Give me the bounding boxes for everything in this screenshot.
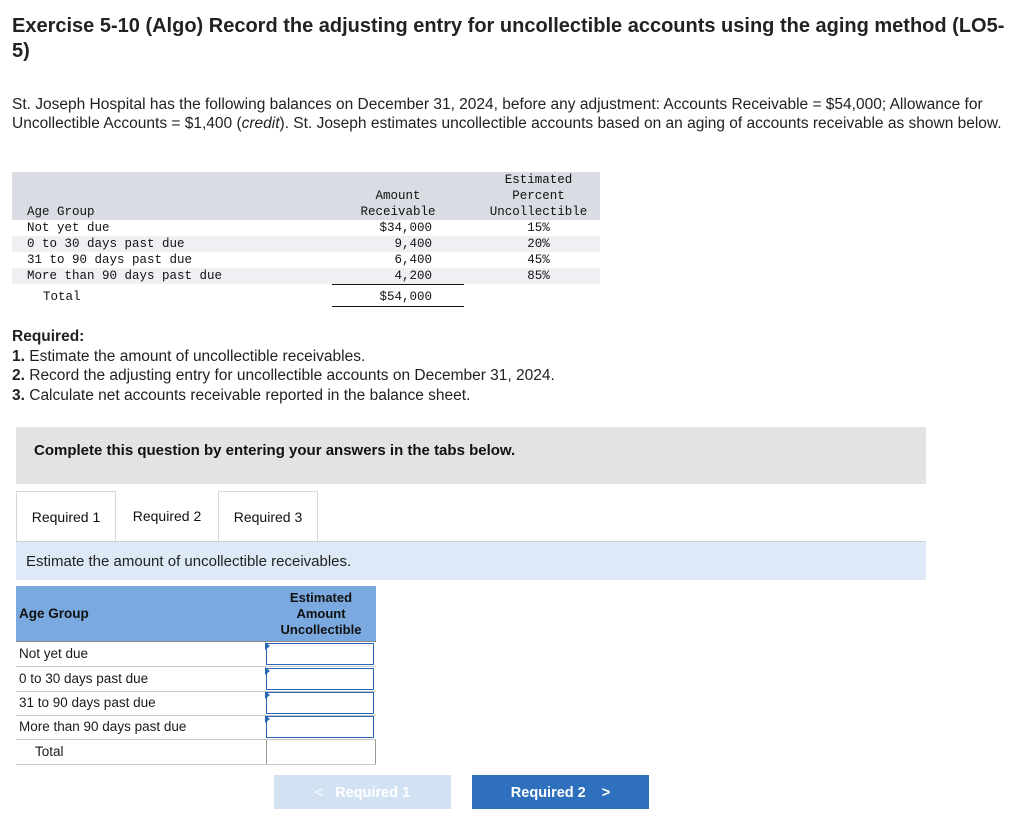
tab-instruction <box>16 542 926 580</box>
age-group-cell: More than 90 days past due <box>27 269 223 283</box>
answer-header-age-text: Age Group <box>19 606 89 621</box>
required-text: Record the adjusting entry for uncollectible accounts on December 31, 2024. <box>24 367 555 384</box>
answer-row <box>16 715 376 740</box>
header-percent-3: Uncollectible <box>489 205 588 219</box>
next-button-label: Required 2 <box>510 785 586 801</box>
input-flag-icon <box>265 715 270 723</box>
percent-cell: 15% <box>527 221 550 235</box>
tab-required-1[interactable]: Required 1 <box>16 491 116 542</box>
amount-cell: 4,200 <box>394 269 432 283</box>
estimated-amount-input[interactable] <box>266 668 374 690</box>
amount-cell: 6,400 <box>394 253 432 267</box>
intro-part2: ). St. Joseph estimates uncollectible accounts based on an aging of accounts receivable as shown below. <box>279 115 1002 132</box>
answer-row-label: 31 to 90 days past due <box>19 695 156 710</box>
answer-row <box>16 667 376 692</box>
aging-row <box>12 236 600 252</box>
required-section <box>12 327 555 405</box>
tab-required-2[interactable]: Required 2 <box>118 491 216 541</box>
previous-button-label: Required 1 <box>335 785 411 801</box>
chevron-left-icon: < <box>314 785 324 801</box>
required-num: 3. <box>12 386 25 404</box>
input-flag-icon <box>265 642 270 650</box>
exercise-title: Exercise 5-10 (Algo) Record the adjusting entry for uncollectible accounts using the aging method (LO5-5) <box>12 15 1005 62</box>
intro-text <box>12 95 1002 133</box>
estimated-amount-input[interactable] <box>266 716 374 738</box>
answer-row-label: 0 to 30 days past due <box>19 671 149 686</box>
header-percent-2: Percent <box>512 189 565 203</box>
answer-header-age <box>16 586 266 641</box>
required-heading: Required: <box>12 328 85 345</box>
required-item-2 <box>12 366 555 386</box>
required-item-1 <box>12 347 555 367</box>
required-text: Calculate net accounts receivable reported in the balance sheet. <box>24 386 471 404</box>
required-num: 2. <box>12 367 25 384</box>
header-age-group: Age Group <box>27 205 95 219</box>
total-amount: $54,000 <box>379 290 432 304</box>
required-text: Estimate the amount of uncollectible receivables. <box>24 347 366 365</box>
chevron-right-icon: > <box>601 785 611 801</box>
header-percent-1: Estimated <box>504 173 573 187</box>
aging-row <box>12 268 600 284</box>
age-group-cell: 0 to 30 days past due <box>27 237 185 251</box>
age-group-cell: 31 to 90 days past due <box>27 253 193 267</box>
tab-required-3[interactable]: Required 3 <box>218 491 318 542</box>
answer-header-est-2: Amount <box>296 606 346 621</box>
instruction-banner <box>16 427 926 484</box>
percent-cell: 45% <box>527 253 550 267</box>
total-bottom-rule <box>332 306 464 307</box>
previous-button[interactable] <box>274 775 451 809</box>
aging-table <box>12 172 600 310</box>
answer-total-label: Total <box>35 744 64 759</box>
input-flag-icon <box>265 691 270 699</box>
percent-cell: 20% <box>527 237 550 251</box>
required-num: 1. <box>12 347 25 365</box>
answer-header-est-3: Uncollectible <box>280 622 362 637</box>
answer-row-label: More than 90 days past due <box>19 719 187 734</box>
aging-table-header <box>12 172 600 220</box>
age-group-cell: Not yet due <box>27 221 110 235</box>
required-item-3 <box>12 386 555 406</box>
estimated-amount-input[interactable] <box>266 692 374 714</box>
estimated-amount-input[interactable] <box>266 643 374 665</box>
instruction-text: Estimate the amount of uncollectible receivables. <box>26 553 352 570</box>
intro-part1: St. Joseph Hospital has the following balances on December 31, 2024, before any adjustment: Accounts Receivable = $54,000; Allowance for Uncollectible Accounts = $1,400 ( <box>12 96 983 132</box>
intro-credit: credit <box>241 115 280 132</box>
total-amount-cell <box>266 740 376 764</box>
aging-total-row <box>12 284 600 310</box>
answer-row <box>16 691 376 716</box>
total-top-rule <box>332 284 464 285</box>
answer-header-estimated <box>266 586 376 641</box>
banner-text: Complete this question by entering your answers in the tabs below. <box>34 442 516 459</box>
header-amount-2: Receivable <box>360 205 436 219</box>
amount-cell: $34,000 <box>379 221 432 235</box>
next-button[interactable] <box>472 775 649 809</box>
percent-cell: 85% <box>527 269 550 283</box>
answer-header-est-1: Estimated <box>289 590 353 605</box>
header-amount-1: Amount <box>375 189 421 203</box>
answer-row-label: Not yet due <box>19 646 89 661</box>
total-label: Total <box>43 290 81 304</box>
aging-row <box>12 252 600 268</box>
answer-total-row <box>16 740 376 765</box>
input-flag-icon <box>265 667 270 675</box>
answer-row <box>16 642 376 667</box>
amount-cell: 9,400 <box>394 237 432 251</box>
aging-row <box>12 220 600 236</box>
